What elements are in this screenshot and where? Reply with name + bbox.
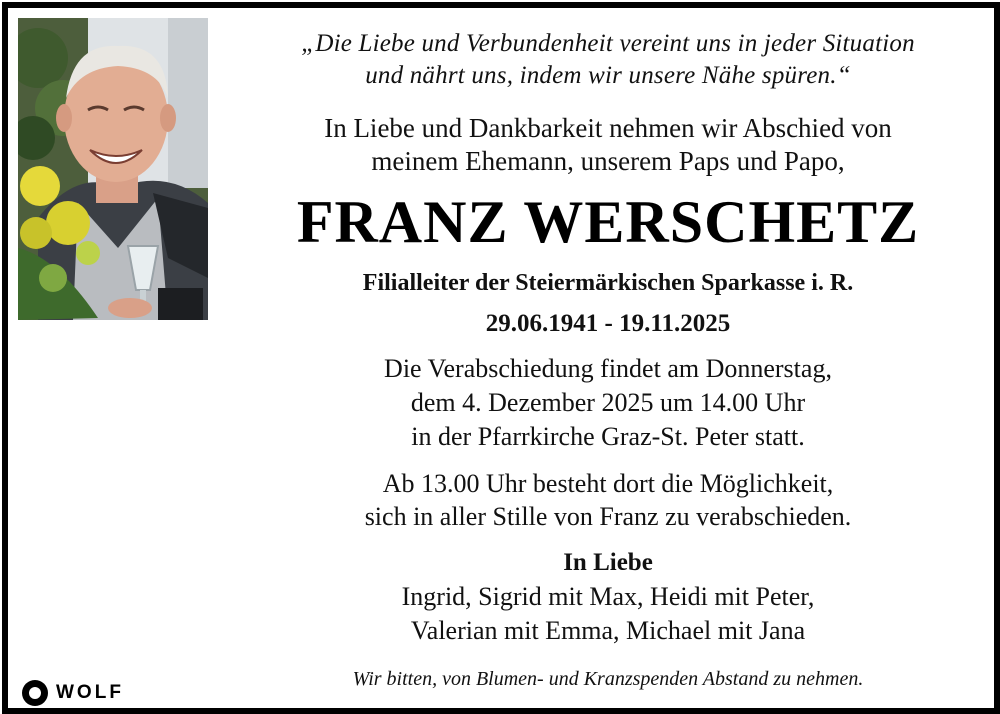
wolf-logo-ring-icon (22, 680, 48, 706)
quote-line-1: „Die Liebe und Verbundenheit vereint uns in jeder Situation (301, 30, 915, 57)
deceased-role: Filialleiter der Steiermärkischen Sparkasse i. R. (362, 270, 854, 296)
wolf-logo-text: WOLF (56, 682, 124, 703)
ceremony-line-1: Die Verabschiedung findet am Donnerstag, (384, 354, 832, 383)
ceremony-line-2: dem 4. Dezember 2025 um 14.00 Uhr (410, 388, 806, 417)
viewing-line-1: Ab 13.00 Uhr besteht dort die Möglichkeit, (382, 469, 834, 498)
intro-line-1: In Liebe und Dankbarkeit nehmen wir Abschied von (324, 113, 892, 143)
donation-note: Wir bitten, von Blumen- und Kranzspenden Abstand zu nehmen. (352, 668, 864, 690)
life-dates: 29.06.1941 - 19.11.2025 (485, 310, 731, 337)
deceased-name: FRANZ WERSCHETZ (296, 189, 920, 255)
ceremony-line-3: in der Pfarrkirche Graz-St. Peter statt. (411, 422, 805, 451)
portrait-photo (18, 18, 208, 320)
quote-line-2: und nährt uns, indem wir unsere Nähe spüren.“ (365, 62, 851, 89)
obituary-frame (2, 2, 1000, 714)
signature-heading: In Liebe (563, 549, 653, 576)
signature-line-1: Ingrid, Sigrid mit Max, Heidi mit Peter, (401, 582, 815, 611)
viewing-line-2: sich in aller Stille von Franz zu verabschieden. (364, 502, 852, 531)
wolf-logo (22, 678, 124, 708)
signature-line-2: Valerian mit Emma, Michael mit Jana (410, 616, 806, 645)
intro-line-2: meinem Ehemann, unserem Paps und Papo, (371, 146, 845, 176)
